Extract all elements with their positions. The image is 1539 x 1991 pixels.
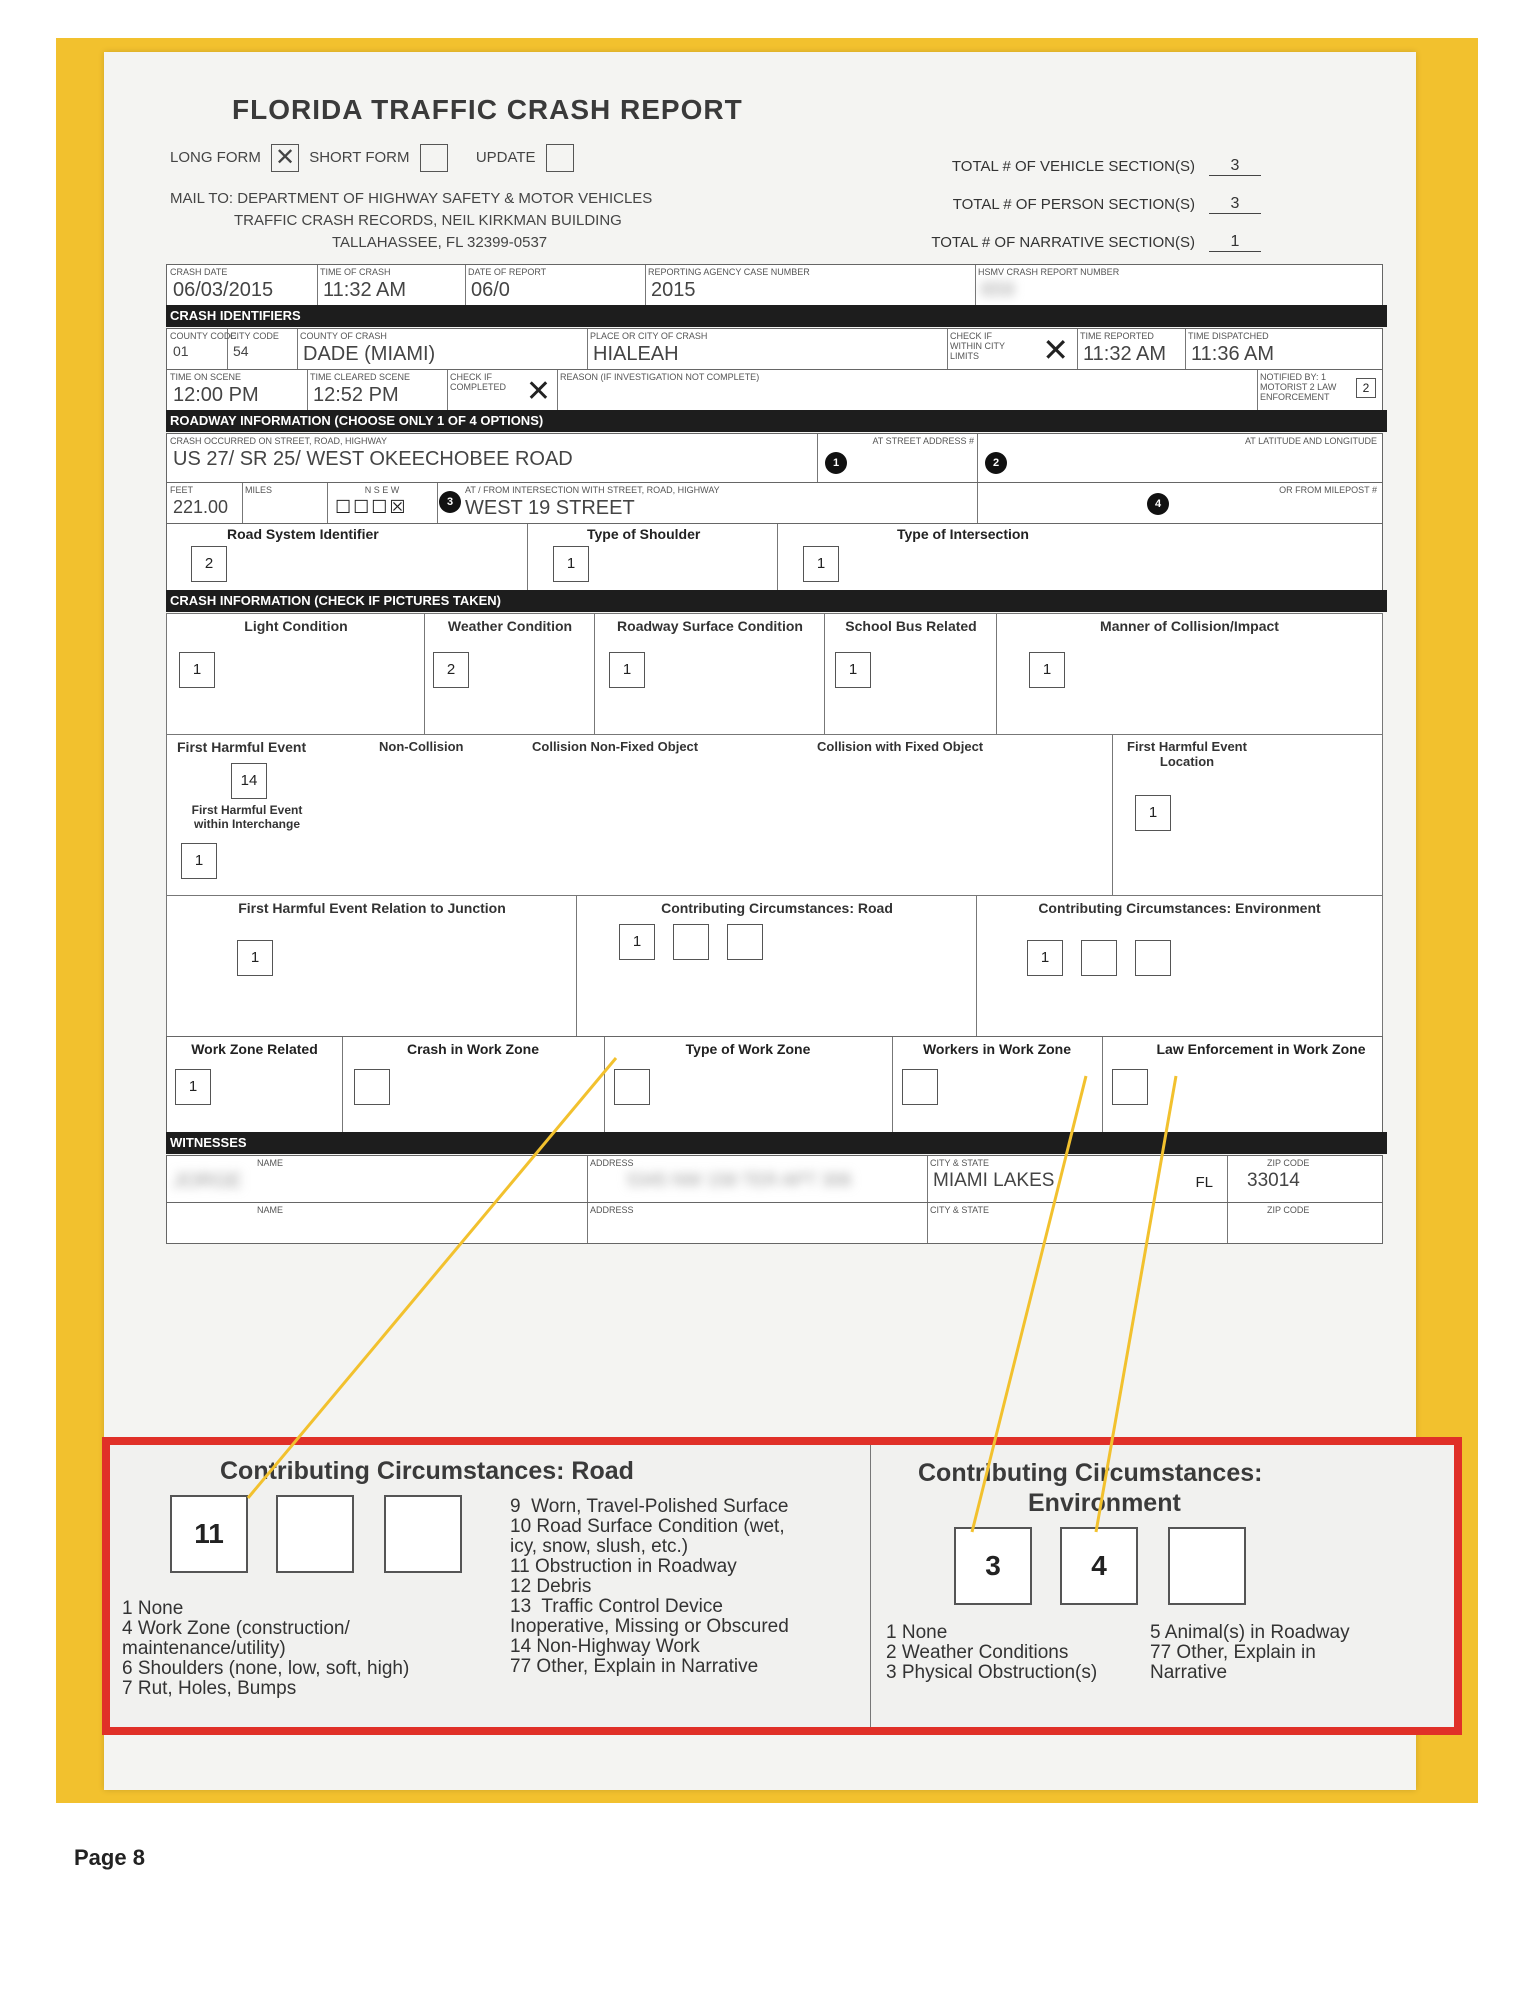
witnesses-band: WITNESSES <box>166 1132 1387 1154</box>
mail-to-2: TRAFFIC CRASH RECORDS, NEIL KIRKMAN BUILDING <box>234 212 622 229</box>
roadway-band: ROADWAY INFORMATION (CHOOSE ONLY 1 OF 4 OPTIONS) <box>166 410 1387 432</box>
zoom-road-list-right: 9 Worn, Travel-Polished Surface 10 Road Surface Condition (wet, icy, snow, slush, etc.) 11 Obstruction in Roadway 12 Debris 13 Traffic Control Device Inoperative, Missing or Obscured 14 Non-Highway Work 77 Other, Explain in Narrative <box>510 1496 789 1677</box>
pointer-line-env-1 <box>972 1076 1086 1532</box>
zoom-env-list-left: 1 None 2 Weather Conditions 3 Physical Obstruction(s) <box>886 1622 1098 1683</box>
county: DADE (MIAMI) <box>303 343 436 365</box>
pointer-line-road <box>248 1058 616 1498</box>
hsmv-number: 659 <box>981 279 1015 301</box>
witness-address: 5345 NW 158 TER APT 306 <box>627 1170 852 1190</box>
report-title: FLORIDA TRAFFIC CRASH REPORT <box>232 94 743 125</box>
zoom-env-list-right: 5 Animal(s) in Roadway 77 Other, Explain in Narrative <box>1150 1622 1350 1683</box>
report-date: 06/0 <box>471 279 510 301</box>
page-number: Page 8 <box>74 1845 145 1870</box>
long-form-label: LONG FORM <box>170 148 261 166</box>
witness-row-2: NAME ADDRESS CITY & STATE ZIP CODE <box>166 1202 1383 1244</box>
crash-info-band: CRASH INFORMATION (CHECK IF PICTURES TAKEN) <box>166 590 1387 612</box>
witness-row-1: NAME JORGE ADDRESS 5345 NW 158 TER APT 306 CITY & STATE MIAMI LAKES FL ZIP CODE 33014 <box>166 1155 1383 1203</box>
intersection-row: FEET 221.00 MILES N S E W ☐☐☐☒ AT / FROM INTERSECTION WITH STREET, ROAD, HIGHWAY 3 WEST 19 STREET OR FROM MILEPOST # 4 <box>166 482 1383 524</box>
agency-case-number: 2015 <box>651 279 696 301</box>
total-vehicle: TOTAL # OF VEHICLE SECTION(S) 3 <box>931 147 1261 185</box>
intersection-street: WEST 19 STREET <box>465 497 635 519</box>
zoom-road-box-1: 11 <box>170 1495 248 1573</box>
short-form-label: SHORT FORM <box>309 148 410 166</box>
update-label: UPDATE <box>475 148 536 166</box>
scene-times-row: TIME ON SCENE 12:00 PM TIME CLEARED SCENE 12:52 PM CHECK IF COMPLETED ✕ REASON (IF INVESTIGATION NOT COMPLETE) NOTIFIED BY: 1 MOTORIST 2 LAW ENFORCEMENT 2 <box>166 369 1383 411</box>
first-harmful-event-section: First Harmful Event 14 First Harmful Event within Interchange 1 Non-Collision Collision Non-Fixed Object Collision with Fixed Object First Harmful Event Location 1 <box>166 734 1383 896</box>
completed-check: ✕ <box>525 375 551 408</box>
witness-zip: 33014 <box>1247 1170 1300 1191</box>
feet: 221.00 <box>173 497 229 517</box>
contributing-environment: Contributing Circumstances: Environment 1 <box>976 895 1383 1037</box>
long-form-checkbox: ✕ <box>271 144 299 172</box>
zoom-env-box-1: 3 <box>954 1527 1032 1605</box>
crash-date-row: CRASH DATE 06/03/2015 TIME OF CRASH 11:32 AM DATE OF REPORT 06/0 REPORTING AGENCY CASE NUMBER 2015 HSMV CRASH REPORT NUMBER 659 <box>166 264 1383 306</box>
within-city-check: ✕ <box>1042 332 1069 368</box>
work-zone-row: Work Zone Related 1 Crash in Work Zone Type of Work Zone Workers in Work Zone Law Enforcement in Work Zone <box>166 1036 1383 1133</box>
weather-condition: Weather Condition 2 <box>424 613 596 735</box>
zoom-road-title: Contributing Circumstances: Road <box>220 1457 634 1485</box>
zoom-env-title-1: Contributing Circumstances: <box>918 1459 1263 1487</box>
school-bus-related: School Bus Related 1 <box>824 613 998 735</box>
contributing-road: Contributing Circumstances: Road 1 <box>576 895 978 1037</box>
witness-name: JORGE <box>173 1170 242 1192</box>
crash-date: 06/03/2015 <box>173 279 274 301</box>
place: HIALEAH <box>593 343 679 365</box>
mail-to-3: TALLAHASSEE, FL 32399-0537 <box>332 234 548 251</box>
mail-to-1: MAIL TO: DEPARTMENT OF HIGHWAY SAFETY & MOTOR VEHICLES <box>170 190 653 207</box>
zoom-env-title-2: Environment <box>1028 1489 1181 1517</box>
zoom-env-box-2: 4 <box>1060 1527 1138 1605</box>
street: US 27/ SR 25/ WEST OKEECHOBEE ROAD <box>173 448 573 470</box>
crash-identifiers-band: CRASH IDENTIFIERS <box>166 305 1387 327</box>
crash-identifiers-row: COUNTY CODE 01 CITY CODE 54 COUNTY OF CRASH DADE (MIAMI) PLACE OR CITY OF CRASH HIALEAH CHECK IF WITHIN CITY LIMITS ✕ TIME REPORTED 11:32 AM TIME DISPATCHED 11:36 AM <box>166 328 1383 370</box>
crash-time: 11:32 AM <box>323 279 407 301</box>
direction-boxes: ☐☐☐☒ <box>335 497 408 517</box>
manner-of-collision: Manner of Collision/Impact 1 <box>996 613 1383 735</box>
pointer-line-env-2 <box>1096 1076 1176 1532</box>
light-condition: Light Condition 1 <box>166 613 426 735</box>
total-narrative: TOTAL # OF NARRATIVE SECTION(S) 1 <box>931 223 1261 261</box>
total-person: TOTAL # OF PERSON SECTION(S) 3 <box>931 185 1261 223</box>
street-row: CRASH OCCURRED ON STREET, ROAD, HIGHWAY US 27/ SR 25/ WEST OKEECHOBEE ROAD AT STREET ADDRESS # 1 AT LATITUDE AND LONGITUDE 2 <box>166 433 1383 483</box>
surface-condition: Roadway Surface Condition 1 <box>594 613 826 735</box>
junction-relation: First Harmful Event Relation to Junction 1 <box>166 895 578 1037</box>
witness-city: MIAMI LAKES <box>933 1170 1055 1191</box>
zoom-road-list-left: 1 None 4 Work Zone (construction/ maintenance/utility) 6 Shoulders (none, low, soft, high) 7 Rut, Holes, Bumps <box>122 1598 410 1699</box>
road-types-row: Road System Identifier 2 Type of Shoulder 1 Type of Intersection 1 <box>166 523 1383 591</box>
